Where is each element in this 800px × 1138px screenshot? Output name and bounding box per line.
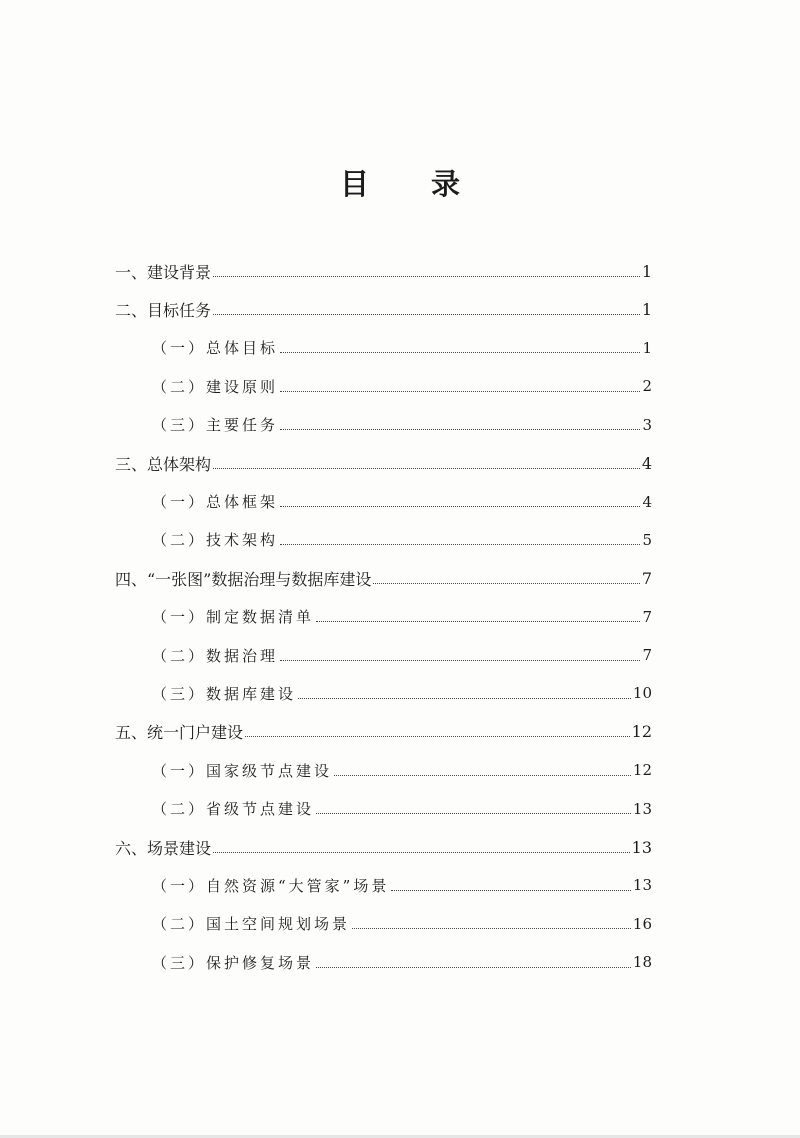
toc-subsection-entry[interactable] — [115, 789, 652, 827]
toc-section-entry[interactable] — [115, 828, 652, 866]
toc-entry-label: （二）技术架构 — [152, 531, 279, 550]
toc-entry-page-number: 3 — [642, 415, 652, 434]
toc-section-entry[interactable] — [115, 290, 652, 328]
toc-entry-label: （三）数据库建设 — [152, 684, 297, 703]
toc-entry-page-number: 1 — [642, 338, 652, 357]
dot-leader — [280, 660, 640, 661]
toc-entry-label: 四、“一张图”数据治理与数据库建设 — [115, 569, 372, 589]
toc-entry-page-number: 12 — [632, 761, 652, 780]
toc-entry-label: （一）制定数据清单 — [152, 608, 315, 627]
toc-entry-label: 一、建设背景 — [115, 262, 212, 282]
dot-leader — [373, 583, 639, 584]
toc-section-entry[interactable] — [115, 252, 652, 290]
toc-entry-page-number: 1 — [641, 261, 652, 281]
toc-entry-page-number: 2 — [642, 377, 652, 396]
toc-entry-label: 六、场景建设 — [115, 838, 212, 858]
dot-leader — [213, 276, 640, 277]
toc-entry-label: 二、目标任务 — [115, 301, 212, 321]
toc-entry-page-number: 12 — [631, 722, 652, 742]
toc-entry-label: （一）国家级节点建设 — [152, 761, 333, 780]
dot-leader — [280, 429, 640, 430]
toc-entry-page-number: 13 — [631, 837, 652, 857]
toc-entry-page-number: 7 — [641, 568, 652, 588]
toc-entry-page-number: 13 — [632, 799, 652, 818]
toc-subsection-entry[interactable] — [115, 329, 652, 367]
toc-entry-page-number: 5 — [642, 530, 652, 549]
toc-subsection-entry[interactable] — [115, 406, 652, 444]
toc-entry-label: 三、总体架构 — [115, 454, 212, 474]
toc-subsection-entry[interactable] — [115, 674, 652, 712]
toc-entry-label: （一）总体目标 — [152, 339, 279, 358]
toc-entry-label: （一）自然资源“大管家”场景 — [152, 876, 390, 895]
toc-entry-page-number: 18 — [632, 953, 652, 972]
toc-subsection-entry[interactable] — [115, 751, 652, 789]
table-of-contents — [115, 252, 652, 981]
dot-leader — [352, 928, 631, 929]
toc-title: 目 录 — [339, 167, 487, 201]
toc-entry-label: （二）建设原则 — [152, 377, 279, 396]
toc-entry-page-number: 4 — [641, 453, 652, 473]
toc-subsection-entry[interactable] — [115, 866, 652, 904]
dot-leader — [280, 352, 640, 353]
toc-subsection-entry[interactable] — [115, 905, 652, 943]
dot-leader — [245, 736, 630, 737]
toc-subsection-entry[interactable] — [115, 521, 652, 559]
toc-entry-label: （二）国土空间规划场景 — [152, 915, 351, 934]
dot-leader — [213, 314, 640, 315]
dot-leader — [316, 621, 640, 622]
toc-entry-label: （一）总体框架 — [152, 493, 279, 512]
toc-entry-page-number: 10 — [632, 684, 652, 703]
toc-entry-label: （二）数据治理 — [152, 646, 279, 665]
toc-entry-page-number: 13 — [632, 876, 652, 895]
dot-leader — [280, 544, 640, 545]
toc-entry-page-number: 16 — [632, 914, 652, 933]
dot-leader — [316, 967, 631, 968]
dot-leader — [280, 506, 640, 507]
dot-leader — [280, 391, 640, 392]
toc-entry-page-number: 4 — [642, 492, 652, 511]
dot-leader — [391, 890, 631, 891]
dot-leader — [334, 775, 631, 776]
toc-entry-label: （三）主要任务 — [152, 416, 279, 435]
dot-leader — [298, 698, 631, 699]
toc-subsection-entry[interactable] — [115, 598, 652, 636]
toc-entry-page-number: 7 — [642, 646, 652, 665]
dot-leader — [213, 852, 630, 853]
toc-section-entry[interactable] — [115, 444, 652, 482]
toc-subsection-entry[interactable] — [115, 367, 652, 405]
toc-section-entry[interactable] — [115, 713, 652, 751]
dot-leader — [316, 813, 631, 814]
toc-entry-page-number: 7 — [642, 607, 652, 626]
toc-subsection-entry[interactable] — [115, 482, 652, 520]
toc-section-entry[interactable] — [115, 559, 652, 597]
toc-subsection-entry[interactable] — [115, 943, 652, 981]
toc-entry-label: （三）保护修复场景 — [152, 953, 315, 972]
toc-entry-page-number: 1 — [641, 300, 652, 320]
dot-leader — [213, 468, 640, 469]
toc-entry-label: 五、统一门户建设 — [115, 723, 244, 743]
toc-entry-label: （二）省级节点建设 — [152, 800, 315, 819]
toc-subsection-entry[interactable] — [115, 636, 652, 674]
